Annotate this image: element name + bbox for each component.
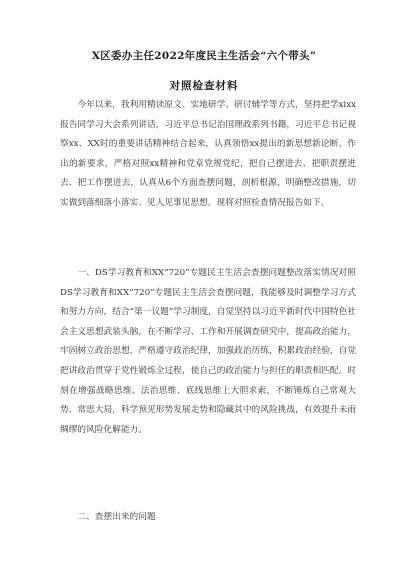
document-subtitle: 对照检查材料 [169, 80, 239, 92]
section-one-paragraph: 一、DS学习教育和XX“720”专题民主生活会查摆问题整改落实情况对照DS学习教育和XX“720”专题民主生活会查摆问题，我能够及时调整学习方式和努力方向，结合“第一议题”学习制度，自觉坚持以习近平新时代中国特色社会主义思想武装头脑，在不断学习、工作和开展调查研究中，提高政治能力，牢固树立政治思想，严格遵守政治纪律，加强政治历练，积累政治经验，自觉把讲政治贯穿于党性锻炼全过程，使自己的政治能力与担任的职责相匹配。时刻在增强战略思维、法治思维、底线思维上大胆求索，不断锤炼自己常观大势、常思大局，科学预见形势发展走势和隐藏其中的风险挑战，有效提升未雨绸缪的风险化解能力。 [60, 268, 356, 435]
intro-paragraph: 今年以来，我利用精读原文、实地研学、研讨辅学等方式，坚持把学xixx报告同学习大会系列讲话，习近平总书记治国理政系列书籍，习近平总书记视察xx、XX时的重要讲话精神结合起来，认真领悟xx提出的新思想新论断、作出的新要求，严格对照xx精神和党章党规党纪，把自己摆进去、把职责摆进去、把工作摆进去，认真从6个方面查摆问题，剖析根源，明确整改措施，切实做到落细落小落实、见人见事见思想。现将对照检查情况报告如下。 [60, 100, 356, 208]
document-title: X区委办主任2022年度民主生活会“六个带头” [91, 50, 317, 62]
section-two-heading: 二、查摆出来的问题 [77, 512, 156, 522]
